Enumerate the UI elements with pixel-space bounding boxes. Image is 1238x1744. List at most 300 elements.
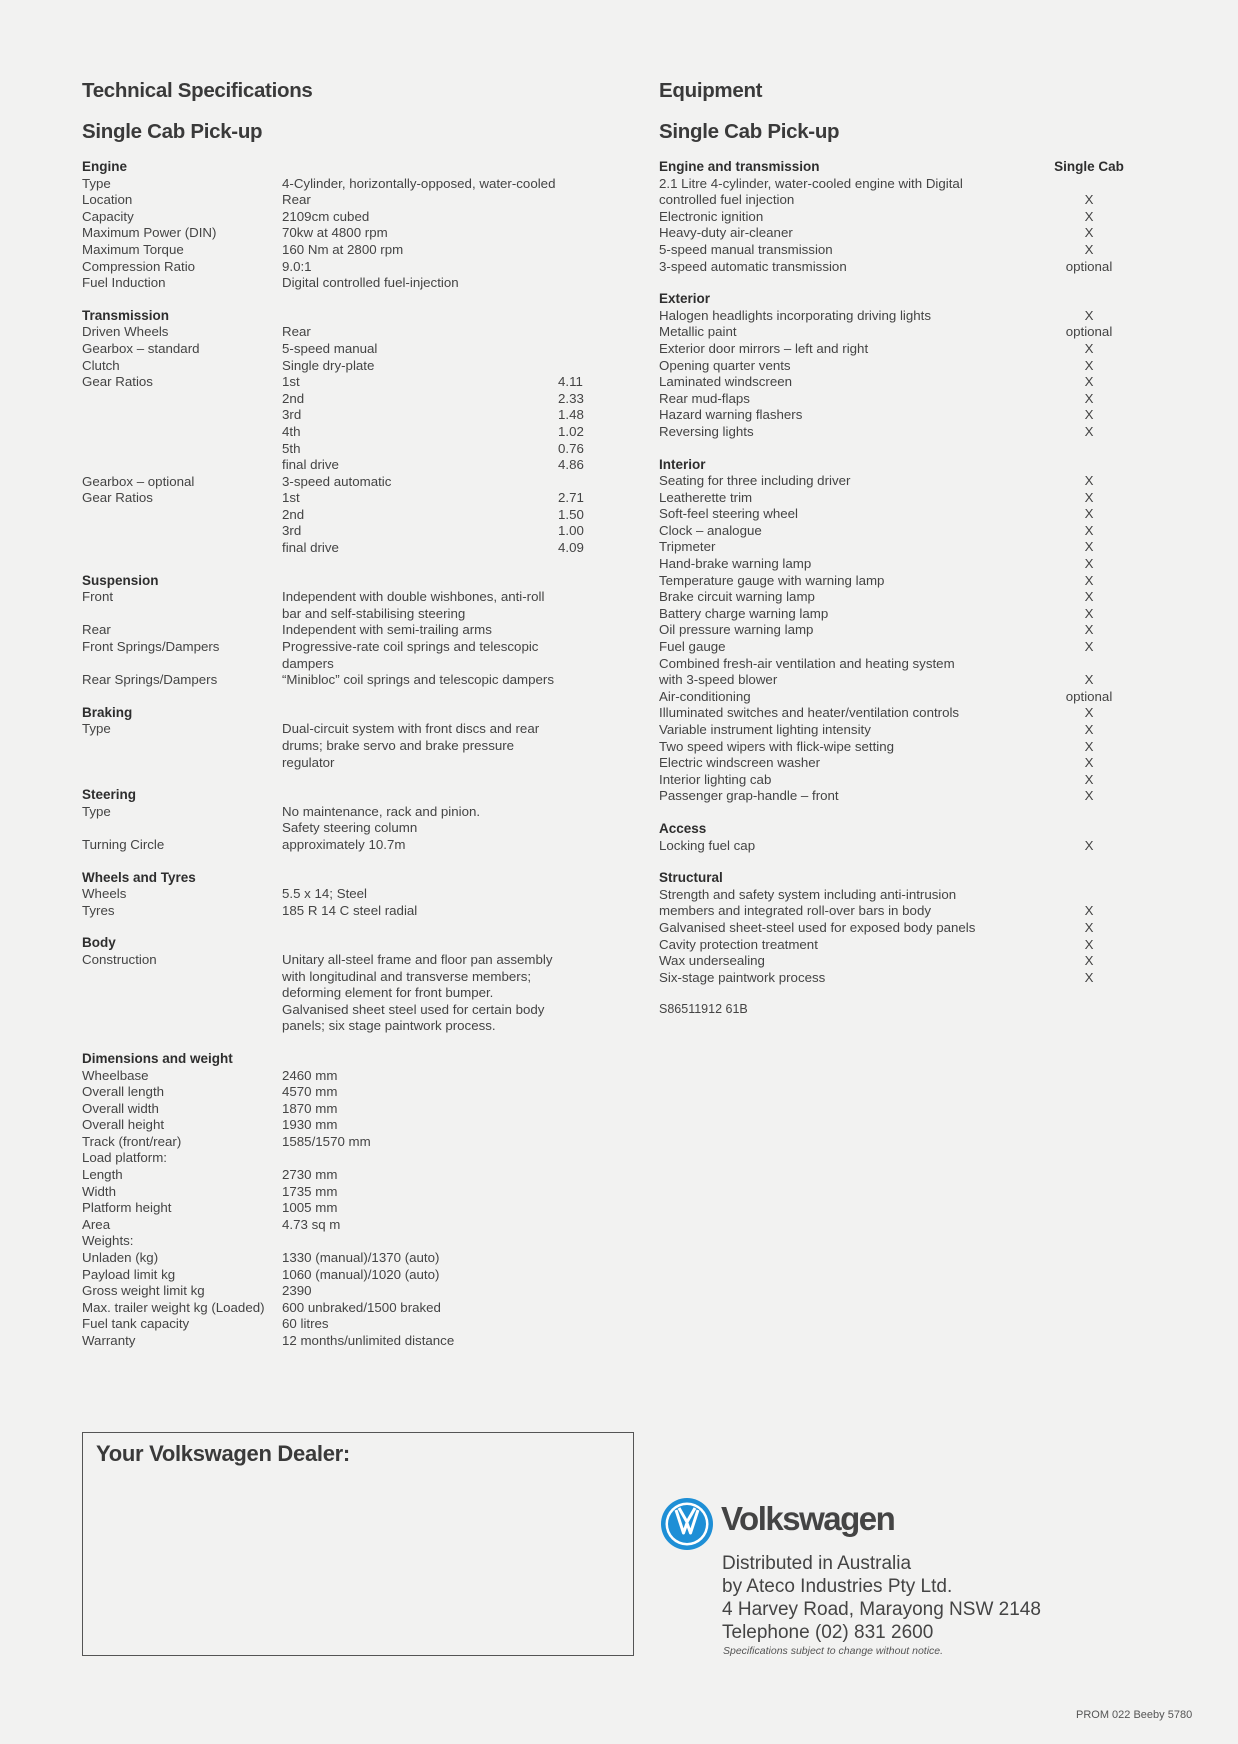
- address-line: Telephone (02) 831 2600: [722, 1622, 934, 1643]
- spec-row: [82, 358, 602, 375]
- spec-label: [82, 407, 282, 424]
- spec-value: 5.5 x 14; Steel: [282, 886, 368, 902]
- spec-label: Wheels: [82, 886, 127, 902]
- equipment-item: Oil pressure warning lamp: [659, 622, 814, 638]
- address-line: Distributed in Australia: [722, 1553, 912, 1574]
- spec-label: [82, 523, 282, 540]
- equipment-section-header: [659, 457, 1159, 474]
- equipment-item: 2.1 Litre 4-cylinder, water-cooled engine with Digital: [659, 175, 963, 191]
- spec-label: Front Springs/Dampers: [82, 639, 220, 655]
- equipment-item: Electronic ignition: [659, 208, 764, 224]
- spec-value: Independent with double wishbones, anti-roll: [282, 589, 545, 605]
- equipment-mark: X: [1084, 539, 1094, 555]
- equipment-subtitle: Single Cab Pick-up: [659, 120, 840, 143]
- spec-label: Rear: [82, 622, 111, 638]
- spec-ratio: 1.00: [558, 523, 584, 539]
- spec-row: [82, 457, 602, 474]
- spec-row: [82, 903, 602, 920]
- equipment-mark: X: [1084, 307, 1094, 323]
- spec-label: [82, 820, 282, 837]
- equipment-row: [659, 920, 1159, 937]
- spec-section-title: Steering: [82, 787, 137, 803]
- spec-label: [82, 391, 282, 408]
- equipment-item: Reversing lights: [659, 423, 754, 439]
- dealer-title: Your Volkswagen Dealer:: [96, 1441, 350, 1466]
- spec-row: [82, 738, 602, 771]
- spec-row: [82, 672, 602, 689]
- spec-row: [82, 540, 602, 557]
- spec-label: [82, 606, 282, 623]
- equipment-item: Six-stage paintwork process: [659, 969, 826, 985]
- equipment-item: Interior lighting cab: [659, 771, 772, 787]
- equipment-item: with 3-speed blower: [659, 672, 778, 688]
- equipment-mark: X: [1084, 953, 1094, 969]
- spec-label: Gearbox – optional: [82, 473, 195, 489]
- spec-row: [82, 820, 602, 837]
- spec-value: 1870 mm: [282, 1100, 338, 1116]
- spec-section: [82, 308, 602, 557]
- equipment-mark: X: [1084, 556, 1094, 572]
- spec-row: [82, 1101, 602, 1118]
- spec-label: [82, 656, 282, 673]
- column-header: Single Cab: [1054, 159, 1124, 174]
- equipment-mark: X: [1084, 506, 1094, 522]
- spec-ratio: 2.33: [558, 390, 584, 406]
- spec-value: 60 litres: [282, 1316, 329, 1332]
- spec-row: [82, 1184, 602, 1201]
- equipment-mark: X: [1084, 738, 1094, 754]
- spec-row: [82, 275, 602, 292]
- equipment-section: [659, 159, 1159, 275]
- equipment-item: Galvanised sheet-steel used for exposed body panels: [659, 919, 976, 935]
- spec-row: [82, 1267, 602, 1284]
- spec-section: [82, 705, 602, 771]
- spec-value: Rear: [282, 192, 311, 208]
- equipment-mark: X: [1084, 225, 1094, 241]
- dealer-box: [82, 1432, 634, 1656]
- spec-value: drums; brake servo and brake pressure regulator: [282, 738, 515, 770]
- spec-section-title: Suspension: [82, 572, 159, 588]
- distributor-address: [722, 1552, 1041, 1644]
- equipment-mark: X: [1084, 755, 1094, 771]
- spec-row: [82, 523, 602, 540]
- spec-row: [82, 1167, 602, 1184]
- spec-label: Turning Circle: [82, 836, 165, 852]
- spec-label: Overall width: [82, 1100, 159, 1116]
- spec-value: 12 months/unlimited distance: [282, 1333, 455, 1348]
- spec-ratio: 1.48: [558, 407, 584, 423]
- equipment-mark: X: [1084, 722, 1094, 737]
- spec-label: Capacity: [82, 208, 134, 224]
- equipment-item: Two speed wipers with flick-wipe setting: [659, 738, 895, 754]
- equipment-mark: X: [1084, 407, 1094, 423]
- equipment-row: [659, 539, 1159, 556]
- spec-value: 5-speed manual: [282, 340, 378, 356]
- equipment-row: [659, 788, 1159, 805]
- spec-label: Track (front/rear): [82, 1133, 182, 1149]
- spec-section-title: Braking: [82, 704, 133, 720]
- spec-label: Area: [82, 1216, 111, 1232]
- spec-row: [82, 1300, 602, 1317]
- equipment-column: [659, 78, 1159, 1016]
- equipment-row: [659, 424, 1159, 441]
- equipment-mark: X: [1084, 919, 1094, 935]
- spec-value: 1005 mm: [282, 1200, 338, 1216]
- tech-spec-title: Technical Specifications: [82, 79, 313, 102]
- equipment-item: Strength and safety system including anti-intrusion: [659, 886, 957, 902]
- spec-value: Progressive-rate coil springs and telescopic: [282, 639, 539, 655]
- equipment-mark: X: [1084, 705, 1094, 721]
- equipment-row: [659, 689, 1159, 706]
- spec-label: [82, 457, 282, 474]
- spec-label: Rear Springs/Dampers: [82, 672, 218, 688]
- equipment-item: Battery charge warning lamp: [659, 605, 829, 621]
- spec-label: Warranty: [82, 1333, 136, 1348]
- spec-ratio: 4.09: [558, 540, 584, 556]
- address-line: 4 Harvey Road, Marayong NSW 2148: [722, 1599, 1041, 1620]
- spec-label: Weights:: [82, 1233, 134, 1249]
- spec-label: [82, 441, 282, 458]
- equipment-section: [659, 291, 1159, 440]
- equipment-mark: optional: [1065, 258, 1113, 274]
- spec-row: [82, 209, 602, 226]
- equipment-item: Clock – analogue: [659, 522, 762, 538]
- equipment-row: [659, 606, 1159, 623]
- equipment-row: [659, 324, 1159, 341]
- equipment-row: [659, 374, 1159, 391]
- equipment-row: [659, 490, 1159, 507]
- equipment-mark: X: [1084, 192, 1094, 208]
- spec-row: [82, 507, 602, 524]
- spec-value: 4570 mm: [282, 1084, 338, 1100]
- spec-row: [82, 407, 602, 424]
- spec-label: Overall length: [82, 1084, 165, 1100]
- equipment-row: [659, 506, 1159, 523]
- equipment-item: Cavity protection treatment: [659, 936, 818, 952]
- equipment-row: [659, 573, 1159, 590]
- spec-value: 1930 mm: [282, 1117, 338, 1133]
- equipment-row: [659, 473, 1159, 490]
- spec-row: [82, 225, 602, 242]
- spec-value: 4th: [282, 423, 301, 439]
- spec-row: [82, 886, 602, 903]
- spec-row: [82, 1117, 602, 1134]
- equipment-item: Metallic paint: [659, 324, 737, 340]
- equipment-row: [659, 176, 1159, 193]
- spec-row: [82, 176, 602, 193]
- spec-row: [82, 721, 602, 738]
- equipment-item: Halogen headlights incorporating driving lights: [659, 307, 932, 323]
- equipment-item: Hazard warning flashers: [659, 407, 803, 423]
- equipment-item: Wax undersealing: [659, 953, 765, 969]
- spec-row: [82, 589, 602, 606]
- equipment-row: [659, 209, 1159, 226]
- spec-value: 3rd: [282, 523, 302, 539]
- spec-section: [82, 159, 602, 292]
- equipment-item: Soft-feel steering wheel: [659, 506, 798, 522]
- equipment-section-header: [659, 821, 1159, 838]
- equipment-mark: X: [1084, 622, 1094, 638]
- equipment-section-title: Interior: [659, 456, 706, 472]
- spec-row: [82, 242, 602, 259]
- spec-value: 2730 mm: [282, 1167, 338, 1183]
- spec-ratio: 4.86: [558, 457, 584, 473]
- technical-specifications-column: [82, 78, 602, 1366]
- equipment-row: [659, 639, 1159, 656]
- spec-value: 1st: [282, 374, 300, 390]
- equipment-item: 3-speed automatic transmission: [659, 258, 847, 274]
- equipment-section-title: Access: [659, 820, 707, 836]
- equipment-mark: X: [1084, 771, 1094, 787]
- spec-value: bar and self-stabilising steering: [282, 605, 466, 621]
- equipment-item: Brake circuit warning lamp: [659, 589, 815, 605]
- spec-value: 9.0:1: [282, 258, 312, 274]
- spec-value: panels; six stage paintwork process.: [282, 1018, 496, 1034]
- equipment-item: Locking fuel cap: [659, 837, 756, 853]
- equipment-row: [659, 953, 1159, 970]
- spec-label: Width: [82, 1183, 116, 1199]
- spec-value: Safety steering column: [282, 820, 418, 836]
- spec-value: 2390: [282, 1283, 312, 1299]
- equipment-section-header: [659, 159, 1159, 176]
- equipment-row: [659, 341, 1159, 358]
- spec-value: Galvanised sheet steel used for certain body: [282, 1001, 545, 1017]
- spec-value: Unitary all-steel frame and floor pan assembly: [282, 951, 553, 967]
- spec-row: [82, 1018, 602, 1035]
- equipment-item: Air-conditioning: [659, 688, 751, 704]
- spec-label: Gross weight limit kg: [82, 1283, 205, 1299]
- spec-row: [82, 324, 602, 341]
- spec-row: [82, 474, 602, 491]
- spec-value: 1st: [282, 490, 300, 506]
- spec-row: [82, 1333, 602, 1350]
- spec-value: 2109cm cubed: [282, 208, 370, 224]
- equipment-item: Opening quarter vents: [659, 357, 791, 373]
- equipment-section-header: [659, 291, 1159, 308]
- spec-value: [282, 1150, 558, 1167]
- spec-value: deforming element for front bumper.: [282, 985, 494, 1001]
- equipment-section: [659, 821, 1159, 854]
- equipment-mark: X: [1084, 605, 1094, 621]
- spec-row: [82, 490, 602, 507]
- equipment-item: Seating for three including driver: [659, 473, 851, 489]
- equipment-row: [659, 622, 1159, 639]
- equipment-section: [659, 870, 1159, 986]
- spec-section: [82, 787, 602, 853]
- spec-row: [82, 639, 602, 656]
- spec-label: [82, 738, 282, 771]
- equipment-row: [659, 556, 1159, 573]
- tech-spec-subtitle: Single Cab Pick-up: [82, 120, 263, 143]
- equipment-row: [659, 755, 1159, 772]
- spec-value: 4.73 sq m: [282, 1216, 341, 1232]
- spec-row: [82, 441, 602, 458]
- spec-value: final drive: [282, 457, 339, 473]
- spec-value: approximately 10.7m: [282, 836, 406, 852]
- equipment-mark: [1047, 176, 1131, 193]
- equipment-mark: X: [1084, 208, 1094, 224]
- spec-label: [82, 540, 282, 557]
- spec-row: [82, 969, 602, 986]
- spec-row: [82, 1068, 602, 1085]
- spec-ratio: 0.76: [558, 440, 584, 456]
- spec-value: 2nd: [282, 390, 305, 406]
- equipment-item: Rear mud-flaps: [659, 390, 750, 406]
- spec-label: Maximum Torque: [82, 241, 184, 257]
- spec-label: [82, 1018, 282, 1035]
- spec-ratio: 1.50: [558, 506, 584, 522]
- spec-section: [82, 935, 602, 1035]
- spec-row: [82, 424, 602, 441]
- spec-value: Dual-circuit system with front discs and rear: [282, 721, 540, 737]
- equipment-mark: [1047, 656, 1131, 673]
- equipment-section-title: Engine and transmission: [659, 159, 820, 174]
- spec-section: [82, 870, 602, 920]
- spec-value: Rear: [282, 324, 311, 340]
- equipment-section-title: Structural: [659, 870, 723, 886]
- spec-value: 600 unbraked/1500 braked: [282, 1299, 441, 1315]
- spec-label: Type: [82, 803, 111, 819]
- spec-label: Type: [82, 175, 111, 191]
- equipment-row: [659, 407, 1159, 424]
- equipment-item: Variable instrument lighting intensity: [659, 722, 871, 737]
- spec-label: Gear Ratios: [82, 490, 153, 506]
- spec-label: Construction: [82, 951, 157, 967]
- spec-value: 3-speed automatic: [282, 473, 392, 489]
- spec-label: [82, 1002, 282, 1019]
- equipment-row: [659, 259, 1159, 276]
- spec-section-title: Transmission: [82, 307, 170, 323]
- equipment-mark: X: [1084, 788, 1094, 804]
- spec-label: [82, 507, 282, 524]
- equipment-row: [659, 937, 1159, 954]
- vw-logo-icon: [659, 1496, 715, 1552]
- spec-label: [82, 985, 282, 1002]
- disclaimer-note: Specifications subject to change without notice.: [723, 1645, 944, 1657]
- equipment-row: [659, 523, 1159, 540]
- equipment-item: Illuminated switches and heater/ventilation controls: [659, 705, 960, 721]
- equipment-row: [659, 739, 1159, 756]
- spec-label: Length: [82, 1167, 123, 1183]
- spec-label: Overall height: [82, 1117, 165, 1133]
- equipment-item: Electric windscreen washer: [659, 755, 821, 771]
- spec-value: 2nd: [282, 506, 305, 522]
- equipment-row: [659, 308, 1159, 325]
- spec-value: 160 Nm at 2800 rpm: [282, 241, 404, 257]
- spec-label: [82, 969, 282, 986]
- spec-section-title: Body: [82, 935, 116, 951]
- spec-label: Maximum Power (DIN): [82, 225, 217, 241]
- equipment-item: members and integrated roll-over bars in body: [659, 903, 931, 919]
- spec-value: 1735 mm: [282, 1183, 338, 1199]
- spec-row: [82, 804, 602, 821]
- equipment-item: Hand-brake warning lamp: [659, 556, 812, 572]
- spec-section: [82, 1051, 602, 1350]
- brand-name: Volkswagen: [721, 1500, 895, 1537]
- equipment-mark: X: [1084, 357, 1094, 373]
- equipment-mark: X: [1084, 639, 1094, 655]
- address-line: by Ateco Industries Pty Ltd.: [722, 1576, 953, 1597]
- spec-label: Clutch: [82, 357, 120, 373]
- spec-label: Gear Ratios: [82, 374, 153, 390]
- equipment-mark: X: [1084, 936, 1094, 952]
- equipment-mark: X: [1084, 374, 1094, 390]
- spec-value: with longitudinal and transverse members;: [282, 968, 532, 984]
- equipment-row: [659, 391, 1159, 408]
- spec-row: [82, 1217, 602, 1234]
- spec-label: Location: [82, 192, 133, 208]
- equipment-item: 5-speed manual transmission: [659, 241, 833, 257]
- spec-value: final drive: [282, 540, 339, 556]
- equipment-item: Combined fresh-air ventilation and heating system: [659, 655, 955, 671]
- spec-value: [282, 1233, 558, 1250]
- spec-value: No maintenance, rack and pinion.: [282, 803, 481, 819]
- spec-label: Front: [82, 589, 114, 605]
- spec-row: [82, 1250, 602, 1267]
- equipment-row: [659, 242, 1159, 259]
- equipment-row: [659, 656, 1159, 673]
- spec-row: [82, 259, 602, 276]
- equipment-mark: X: [1084, 969, 1094, 985]
- equipment-row: [659, 225, 1159, 242]
- equipment-item: Exterior door mirrors – left and right: [659, 340, 869, 356]
- equipment-item: Fuel gauge: [659, 639, 726, 655]
- spec-value: 185 R 14 C steel radial: [282, 902, 418, 918]
- spec-sections: [82, 159, 602, 1350]
- spec-ratio: 4.11: [558, 374, 583, 390]
- spec-label: Tyres: [82, 902, 115, 918]
- spec-row: [82, 341, 602, 358]
- spec-row: [82, 1233, 602, 1250]
- spec-label: Gearbox – standard: [82, 340, 200, 356]
- spec-section-title: Engine: [82, 159, 128, 174]
- equipment-item: controlled fuel injection: [659, 192, 795, 208]
- spec-label: Unladen (kg): [82, 1250, 159, 1266]
- spec-label: Platform height: [82, 1200, 172, 1216]
- equipment-mark: X: [1084, 241, 1094, 257]
- equipment-mark: X: [1084, 589, 1094, 605]
- spec-section-title: Dimensions and weight: [82, 1050, 233, 1066]
- equipment-row: [659, 192, 1159, 209]
- equipment-row: [659, 887, 1159, 904]
- equipment-section-header: [659, 870, 1159, 887]
- spec-row: [82, 837, 602, 854]
- equipment-mark: X: [1084, 473, 1094, 489]
- spec-row: [82, 1134, 602, 1151]
- equipment-mark: X: [1084, 423, 1094, 439]
- spec-value: Single dry-plate: [282, 357, 375, 373]
- equipment-item: Passenger grap-handle – front: [659, 788, 839, 804]
- spec-label: Fuel tank capacity: [82, 1316, 190, 1332]
- equipment-row: [659, 589, 1159, 606]
- equipment-item: Temperature gauge with warning lamp: [659, 572, 885, 588]
- equipment-item: Laminated windscreen: [659, 374, 793, 390]
- spec-value: Digital controlled fuel-injection: [282, 275, 459, 291]
- spec-label: Max. trailer weight kg (Loaded): [82, 1299, 265, 1315]
- equipment-row: [659, 903, 1159, 920]
- spec-row: [82, 622, 602, 639]
- equipment-row: [659, 838, 1159, 855]
- spec-value: 4-Cylinder, horizontally-opposed, water-cooled: [282, 175, 556, 191]
- equipment-row: [659, 705, 1159, 722]
- spec-label: Load platform:: [82, 1150, 168, 1166]
- equipment-sections: [659, 159, 1159, 986]
- spec-label: Compression Ratio: [82, 258, 196, 274]
- equipment-mark: [1047, 887, 1131, 904]
- equipment-mark: X: [1084, 572, 1094, 588]
- spec-row: [82, 1200, 602, 1217]
- spec-row: [82, 1283, 602, 1300]
